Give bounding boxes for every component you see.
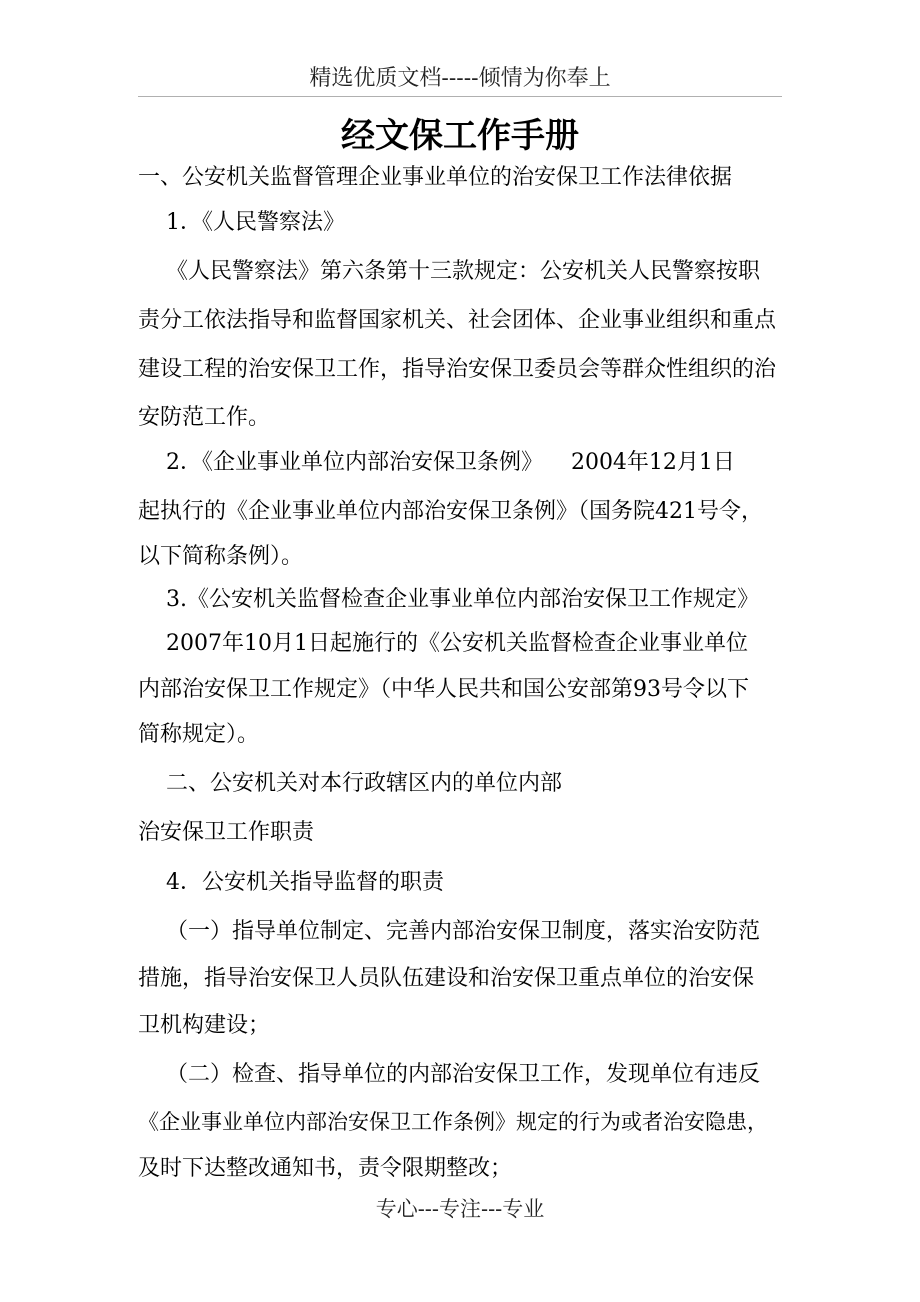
body-line: 3.《公安机关监督检查企业事业单位内部治安保卫工作规定》	[138, 587, 759, 612]
body-line: （二）检查、指导单位的内部治安保卫工作，发现单位有违反	[138, 1062, 760, 1087]
body-line: 措施，指导治安保卫人员队伍建设和治安保卫重点单位的治安保	[138, 966, 755, 991]
body-line: 二、公安机关对本行政辖区内的单位内部	[138, 771, 562, 796]
body-line: 责分工依法指导和监督国家机关、社会团体、企业事业组织和重点	[138, 308, 777, 333]
body-line: 及时下达整改通知书，责令限期整改；	[138, 1156, 513, 1181]
body-line: 2．《企业事业单位内部治安保卫条例》 2004年12月1日	[138, 450, 735, 475]
body-line: 《人民警察法》第六条第十三款规定：公安机关人民警察按职	[138, 259, 760, 284]
body-line: 治安保卫工作职责	[138, 820, 315, 845]
body-line: 建设工程的治安保卫工作，指导治安保卫委员会等群众性组织的治	[138, 357, 777, 382]
document-title: 经文保工作手册	[341, 116, 579, 156]
body-line: （一）指导单位制定、完善内部治安保卫制度，落实治安防范	[138, 919, 760, 944]
header-divider	[138, 96, 782, 97]
body-line: 2007年10月1日起施行的《公安机关监督检查企业事业单位	[138, 631, 748, 656]
body-line: 一、公安机关监督管理企业事业单位的治安保卫工作法律依据	[138, 165, 733, 190]
body-line: 内部治安保卫工作规定》（中华人民共和国公安部第93号令以下	[138, 677, 749, 702]
body-line: 1．《人民警察法》	[138, 210, 345, 235]
body-line: 以下简称条例）。	[138, 544, 304, 569]
page-footer: 专心---专注---专业	[375, 1197, 545, 1221]
page-header: 精选优质文档-----倾情为你奉上	[309, 66, 611, 91]
body-line: 卫机构建设；	[138, 1013, 271, 1038]
body-line: 《企业事业单位内部治安保卫工作条例》规定的行为或者治安隐患，	[138, 1110, 768, 1134]
body-line: 4．公安机关指导监督的职责	[138, 870, 444, 895]
body-line: 起执行的《企业事业单位内部治安保卫条例》（国务院421号令，	[138, 499, 763, 524]
body-line: 简称规定）。	[138, 722, 260, 747]
body-line: 安防范工作。	[138, 405, 271, 430]
